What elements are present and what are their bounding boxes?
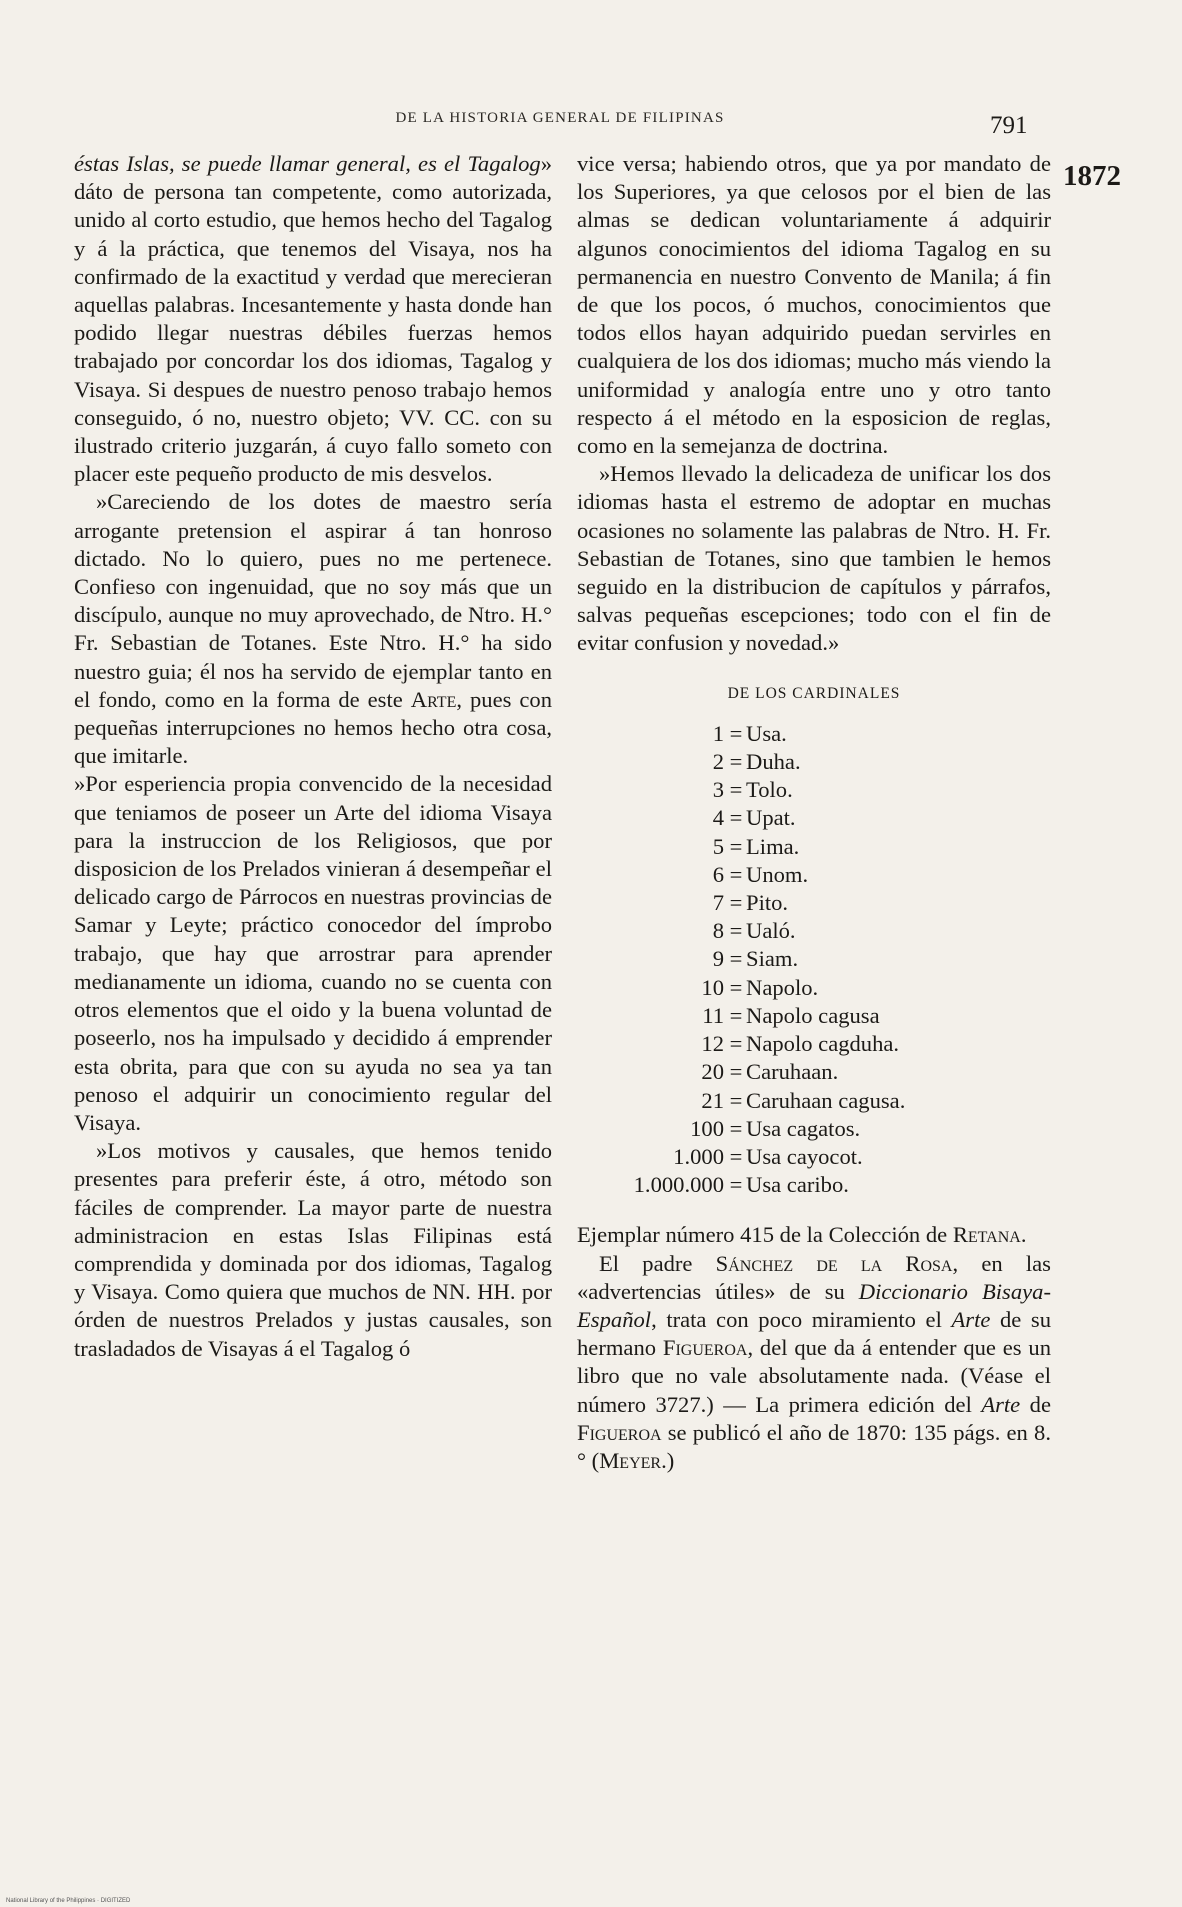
cardinal-word: Pito. xyxy=(746,890,789,916)
cardinal-word: Napolo cagusa xyxy=(746,1002,880,1028)
cardinal-entry xyxy=(577,945,1051,973)
cardinal-entry xyxy=(577,804,1051,832)
equals-sign: = xyxy=(729,777,743,803)
cardinal-entry xyxy=(577,889,1051,917)
right-column xyxy=(577,150,1051,1475)
cardinal-word: Napolo. xyxy=(746,974,819,1000)
paragraph: »Por esperiencia propia convencido de la necesidad que teniamos de poseer un Arte del idioma Visaya para la instruccion de los Religiosos, que por disposicion de los Prelados vinieran á desempeñar el delicado cargo de Párrocos en nuestras provincias de Samar y Leyte; práctico conocedor del ímprobo trabajo, que hay que arrostrar para aprender medianamente un idioma, cuando no se cuenta con otros elementos que el oido y la buena voluntad de poseerlo, nos ha impulsado y decidido á emprender esta obrita, para que con su ayuda no sea ya tan penoso el adquirir un conocimiento regular del Visaya. xyxy=(74,771,552,1135)
italic-title: Diccionario Bisaya-Español xyxy=(577,1278,1051,1332)
cardinal-entry xyxy=(577,720,1051,748)
cardinals-list xyxy=(577,720,1051,1199)
cardinal-entry xyxy=(577,974,1051,1002)
cardinal-number: 21 xyxy=(701,1087,724,1113)
cardinal-number: 8 xyxy=(712,918,724,944)
cardinal-entry xyxy=(577,1143,1051,1171)
cardinal-word: Caruhaan cagusa. xyxy=(746,1087,906,1113)
cardinal-word: Upat. xyxy=(746,805,796,831)
cardinal-entry xyxy=(577,833,1051,861)
small-caps-name: Meyer xyxy=(599,1447,662,1473)
cardinal-number: 4 xyxy=(712,805,724,831)
cardinal-number: 1.000 xyxy=(673,1143,724,1169)
small-caps-name: Sánchez de la Rosa xyxy=(715,1250,953,1276)
italic-quote: éstas Islas, se puede llamar general, es el Tagalog xyxy=(74,151,541,176)
equals-sign: = xyxy=(729,1172,743,1198)
paragraph: »Los motivos y causales, que hemos tenido presentes para preferir éste, á otro, método son fáciles de comprender. La mayor parte de nuestra administracion en estas Islas Filipinas está comprendida y dominada por dos idiomas, Tagalog y Visaya. Como quiera que muchos de NN. HH. por órden de nuestros Prelados y justas causales, son trasladados de Visayas á el Tagalog ó xyxy=(74,1138,552,1361)
italic-term: Arte xyxy=(951,1306,991,1332)
footer-credit: National Library of the Philippines · DIGITIZED xyxy=(6,1898,131,1904)
paragraph: vice versa; habiendo otros, que ya por mandato de los Superiores, ya que celosos por el bien de las almas se dedican voluntariamente á adquirir algunos conocimientos del idioma Tagalog en su permanencia en nuestro Convento de Manila; á fin de que los pocos, ó muchos, conocimientos que todos ellos hayan adquirido puedan servirles en cualquiera de los dos idiomas; mucho más viendo la uniformidad y analogía entre uno y otro tanto respecto á el método en la esposicion de reglas, como en la semejanza de doctrina. xyxy=(577,151,1051,459)
equals-sign: = xyxy=(729,1031,743,1057)
small-caps-term: Arte xyxy=(410,686,457,712)
equals-sign: = xyxy=(729,918,743,944)
equals-sign: = xyxy=(729,1115,743,1141)
paragraph: éstas Islas, se puede llamar general, es el Tagalog» dáto de persona tan competente, como autorizada, unido al corto estudio, que hemos hecho del Tagalog y á la práctica, que tenemos del Visaya, nos ha confirmado de la exactitud y verdad que merecieran aquellas palabras. Incesantemente y hasta donde han podido llegar nuestras débiles fuerzas hemos trabajado por concordar los dos idiomas, Tagalog y Visaya. Si despues de nuestro penoso trabajo hemos conseguido, ó no, nuestro objeto; VV. CC. con su ilustrado criterio juzgarán, á cuyo fallo someto con placer este pequeño producto de mis desvelos. xyxy=(74,151,552,487)
cardinal-number: 1.000.000 xyxy=(633,1172,724,1198)
cardinal-entry xyxy=(577,776,1051,804)
cardinal-word: Usa caribo. xyxy=(746,1172,849,1198)
cardinal-number: 2 xyxy=(712,749,724,775)
cardinal-number: 9 xyxy=(712,946,724,972)
paragraph: »Hemos llevado la delicadeza de unificar los dos idiomas hasta el estremo de adoptar en muchas ocasiones no solamente las palabras de Ntro. H. Fr. Sebastian de Totanes, sino que tambien le hemos seguido en la distribucion de capítulos y párrafos, salvas pequeñas escepciones; todo con el fin de evitar confusion y novedad.» xyxy=(577,461,1051,656)
cardinal-word: Lima. xyxy=(746,833,800,859)
cardinal-entry xyxy=(577,1030,1051,1058)
margin-year: 1872 xyxy=(1063,160,1121,192)
equals-sign: = xyxy=(729,1143,743,1169)
cardinal-entry xyxy=(577,1115,1051,1143)
cardinal-number: 12 xyxy=(701,1031,724,1057)
equals-sign: = xyxy=(729,861,743,887)
cardinal-number: 7 xyxy=(712,890,724,916)
equals-sign: = xyxy=(729,833,743,859)
italic-term: Arte xyxy=(981,1391,1021,1417)
cardinal-word: Napolo cagduha. xyxy=(746,1031,900,1057)
left-column xyxy=(74,150,552,1363)
cardinal-word: Usa. xyxy=(746,720,787,746)
cardinal-entry xyxy=(577,1171,1051,1199)
cardinal-word: Caruhaan. xyxy=(746,1059,839,1085)
page-number: 791 xyxy=(990,112,1028,139)
section-heading: DE LOS CARDINALES xyxy=(727,684,901,702)
cardinal-number: 6 xyxy=(712,861,724,887)
equals-sign: = xyxy=(729,974,743,1000)
equals-sign: = xyxy=(729,946,743,972)
cardinal-entry xyxy=(577,1087,1051,1115)
paragraph: Ejemplar número 415 de la Colección de Retana. xyxy=(577,1222,1027,1248)
cardinal-number: 3 xyxy=(712,777,724,803)
paragraph: El padre Sánchez de la Rosa, en las «advertencias útiles» de su Diccionario Bisaya-Español, trata con poco miramiento el Arte de su hermano Figueroa, del que da á entender que es un libro que no vale absolutamente nada. (Véase el número 3727.) — La primera edición del Arte de Figueroa se publicó el año de 1870: 135 págs. en 8.° (Meyer.) xyxy=(577,1250,1051,1473)
cardinal-number: 1 xyxy=(712,720,724,746)
running-head: DE LA HISTORIA GENERAL DE FILIPINAS xyxy=(395,110,725,126)
cardinal-word: Usa cayocot. xyxy=(746,1143,863,1169)
cardinal-entry xyxy=(577,917,1051,945)
cardinal-number: 100 xyxy=(690,1115,724,1141)
equals-sign: = xyxy=(729,1059,743,1085)
paragraph: »Careciendo de los dotes de maestro sería arrogante pretension el aspirar á tan honroso dictado. No lo quiero, pues no me pertenece. Confieso con ingenuidad, que no soy más que un discípulo, aunque no muy aprovechado, de Ntro. H.° Fr. Sebastian de Totanes. Este Ntro. H.° ha sido nuestro guia; él nos ha servido de ejemplar tanto en el fondo, como en la forma de este Arte, pues con pequeñas interrupciones no hemos hecho otra cosa, que imitarle. xyxy=(74,489,552,769)
cardinal-word: Siam. xyxy=(746,946,799,972)
equals-sign: = xyxy=(729,805,743,831)
cardinal-word: Unom. xyxy=(746,861,809,887)
small-caps-name: Figueroa xyxy=(662,1335,748,1361)
cardinal-entry xyxy=(577,861,1051,889)
equals-sign: = xyxy=(729,1087,743,1113)
equals-sign: = xyxy=(729,749,743,775)
small-caps-name: Retana xyxy=(952,1222,1021,1248)
cardinal-entry xyxy=(577,1058,1051,1086)
cardinal-entry xyxy=(577,748,1051,776)
equals-sign: = xyxy=(729,720,743,746)
cardinal-word: Tolo. xyxy=(746,777,793,803)
cardinal-number: 11 xyxy=(702,1002,724,1028)
equals-sign: = xyxy=(729,890,743,916)
cardinal-number: 20 xyxy=(701,1059,724,1085)
small-caps-name: Figueroa xyxy=(577,1419,662,1445)
cardinal-number: 10 xyxy=(701,974,724,1000)
cardinal-number: 5 xyxy=(712,833,724,859)
cardinal-word: Usa cagatos. xyxy=(746,1115,861,1141)
equals-sign: = xyxy=(729,1002,743,1028)
cardinal-word: Duha. xyxy=(746,749,801,775)
cardinal-entry xyxy=(577,1002,1051,1030)
cardinal-word: Ualó. xyxy=(746,918,796,944)
